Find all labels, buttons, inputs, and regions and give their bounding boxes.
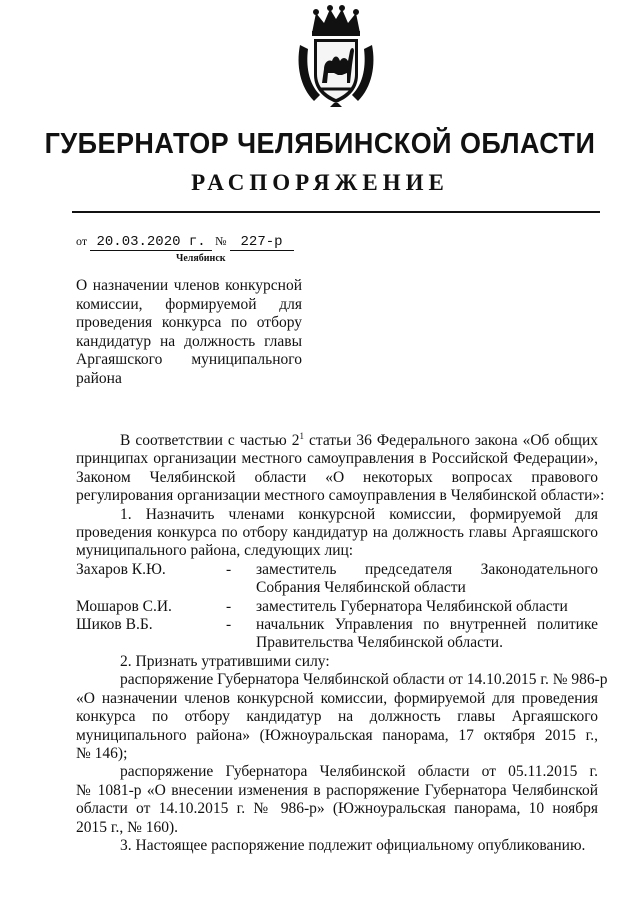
document-type-title: РАСПОРЯЖЕНИЕ — [191, 170, 449, 195]
member-dash: - — [226, 616, 232, 634]
item-2-ref-line: распоряжение Губернатора Челябинской области от 14.10.2015 г. № 986-р — [120, 671, 608, 689]
item-1-line: 1. Назначить членами конкурсной комиссии, формируемой для — [120, 505, 598, 523]
item-2-ref-line: области от 14.10.2015 г. № 986-р» (Южноуральская панорама, 10 ноября — [76, 800, 598, 818]
item-1-line: муниципального района, следующих лиц: — [76, 542, 354, 560]
preamble-line: регулирования организации местного самоуправления в Челябинской области»: — [76, 487, 605, 505]
item-2-ref-line: № 146); — [76, 744, 128, 762]
item-2-ref-line: распоряжение Губернатора Челябинской области от 05.11.2015 г. — [120, 763, 598, 781]
subject-line: О назначении членов конкурсной — [76, 277, 302, 294]
member-dash: - — [226, 597, 232, 615]
item-2-ref-line: конкурса по отбору кандидатур на должность главы Аргаяшского — [76, 708, 598, 726]
member-row — [76, 561, 598, 598]
item-2-ref-line: № 1081-р «О внесении изменения в распоряжение Губернатора Челябинской — [76, 781, 598, 799]
item-2-ref-line: муниципального района» (Южноуральская панорама, 17 октября 2015 г., — [76, 726, 598, 744]
coat-of-arms-emblem — [294, 5, 378, 109]
item-2-heading: 2. Признать утратившими силу: — [120, 652, 330, 670]
item-2-ref-line: «О назначении членов конкурсной комиссии, формируемой для проведения — [76, 689, 598, 707]
superscript: 1 — [299, 430, 304, 441]
date-number-line — [76, 234, 294, 251]
subject-line: кандидатур на должность главы — [76, 332, 302, 350]
document-number: 227-р — [230, 234, 294, 251]
preamble-line: В соответствии с частью $2^1$ статьи 36 Федерального закона «Об общих — [120, 430, 598, 449]
subject-line: района — [76, 369, 122, 387]
member-dash: - — [226, 560, 232, 578]
subject-line: проведения конкурса по отбору — [76, 314, 302, 332]
member-position: заместитель председателя Законодательного Собрания Челябинской области — [256, 560, 598, 597]
item-1-line: проведения конкурса по отбору кандидатур на должность главы Аргаяшского — [76, 524, 598, 542]
member-name: Шиков В.Б. — [76, 616, 153, 634]
member-name: Захаров К.Ю. — [76, 560, 166, 578]
preamble-line: Законом Челябинской области «О некоторых вопросах правового — [76, 468, 598, 486]
member-name: Мошаров С.И. — [76, 597, 172, 615]
subject-line: Аргаяшского муниципального — [76, 351, 302, 369]
member-row — [76, 616, 598, 653]
document-body — [76, 430, 608, 855]
chelyabinsk-emblem-icon — [294, 5, 378, 109]
city-label: Челябинск — [176, 253, 226, 264]
subject-line: комиссии, формируемой для — [76, 295, 302, 313]
member-row — [76, 598, 598, 616]
number-label: № — [215, 234, 227, 248]
from-label: от — [76, 234, 88, 248]
subject-block — [76, 277, 302, 389]
member-position: начальник Управления по внутренней политике Правительства Челябинской области. — [256, 616, 598, 652]
item-3-text: 3. Настоящее распоряжение подлежит официальному опубликованию. — [120, 836, 586, 854]
item-2-ref-line: 2015 г., № 160). — [76, 818, 179, 836]
member-position: заместитель Губернатора Челябинской области — [256, 597, 568, 615]
preamble-line: принципах организации местного самоуправления в Российской Федерации», — [76, 450, 598, 468]
governor-title: ГУБЕРНАТОР ЧЕЛЯБИНСКОЙ ОБЛАСТИ — [44, 128, 596, 160]
document-date: 20.03.2020 г. — [90, 234, 212, 251]
header-divider — [72, 211, 600, 213]
